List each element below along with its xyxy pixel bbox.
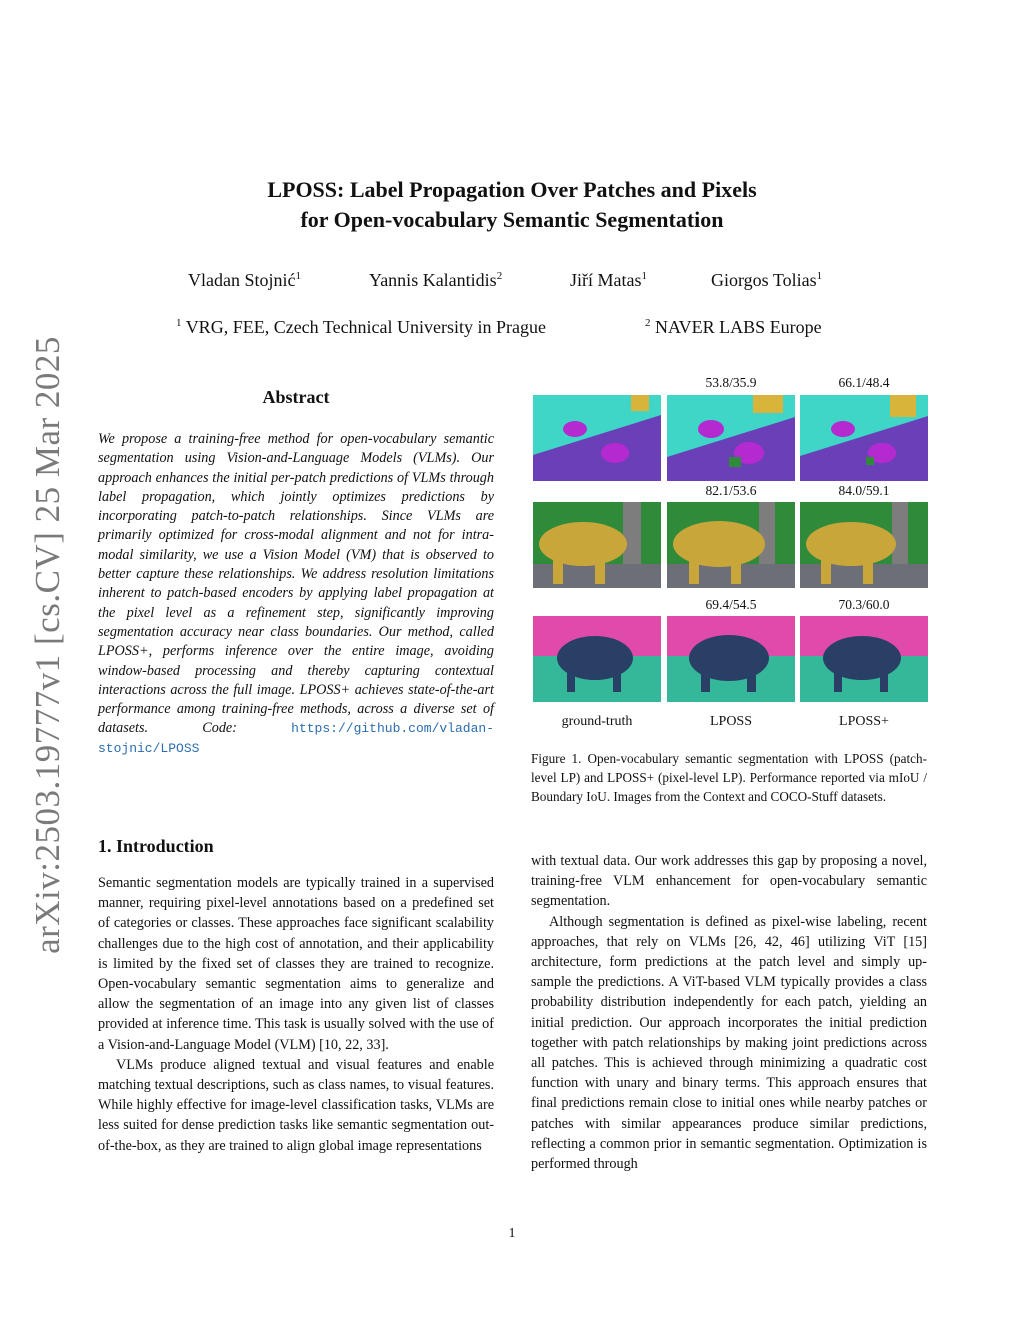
row3-lposs-plus-image (800, 616, 928, 702)
author-name: Vladan Stojnić (188, 270, 296, 290)
code-link[interactable]: https://github.com/vladan-stojnic/LPOSS (98, 721, 494, 756)
author-name: Giorgos Tolias (711, 270, 817, 290)
author-1 (188, 270, 301, 291)
author-name: Yannis Kalantidis (369, 270, 497, 290)
abstract-heading: Abstract (262, 387, 330, 407)
figure-caption: Figure 1. Open-vocabulary semantic segmentation with LPOSS (patch-level LP) and LPOSS+ (pixel-level LP). Performance reported via mIoU / Boundary IoU. Images from the Context and COCO-Stuff datasets. (531, 751, 927, 804)
column-label-lposs-plus: LPOSS+ (839, 714, 889, 729)
row1-ground-truth-image (533, 395, 661, 481)
row1-lposs-score: 53.8/35.9 (705, 375, 757, 390)
row1-lposs-image (667, 395, 795, 481)
column-label-ground-truth: ground-truth (561, 714, 633, 729)
right-column-body (531, 851, 927, 1174)
right-paragraph-1: with textual data. Our work addresses this gap by proposing a novel, training-free VLM enhancement for open-vocabulary semantic segmentation. (531, 853, 927, 910)
author-4 (711, 270, 822, 291)
intro-heading: 1. Introduction (98, 836, 214, 856)
arxiv-stamp: arXiv:2503.19777v1 [cs.CV] 25 Mar 2025 (28, 336, 67, 954)
paper-title (150, 175, 874, 235)
author-3 (570, 270, 647, 291)
title-line-1: LPOSS: Label Propagation Over Patches and Pixels (267, 177, 757, 202)
row2-lposs-plus-image (800, 502, 928, 588)
intro-paragraph-1: Semantic segmentation models are typically trained in a supervised manner, requiring pixel-level annotations based on a predefined set of categories or classes. These approaches face significant scalability challenges due to the high cost of annotation, and their applicability is limited by the fixed set of classes they are trained to recognize. Open-vocabulary semantic segmentation aims to generalize and allow the segmentation of an image into any given list of classes provided at inference time. This task is usually solved with the use of a Vision-and-Language Model (VLM) [10, 22, 33]. (98, 875, 494, 1053)
row1-lposs-plus-image (800, 395, 928, 481)
author-affil-sup: 1 (295, 270, 301, 282)
row2-lposs-plus-score: 84.0/59.1 (838, 483, 890, 498)
row3-lposs-score: 69.4/54.5 (705, 597, 757, 612)
row3-lposs-plus-score: 70.3/60.0 (838, 597, 890, 612)
affiliation-1 (176, 317, 546, 338)
affil-text: NAVER LABS Europe (655, 317, 822, 337)
intro-paragraph-2: VLMs produce aligned textual and visual features and enable matching textual descriptions, such as class names, to visual features. While highly effective for image-level classification tasks, VLMs are less suited for dense prediction tasks like semantic segmentation out-of-the-box, as they are trained to align global image representations (98, 1056, 494, 1154)
row2-ground-truth-image (533, 502, 661, 588)
column-label-lposs: LPOSS (709, 714, 753, 729)
author-affil-sup: 1 (641, 270, 647, 282)
author-name: Jiří Matas (570, 270, 642, 290)
intro-body (98, 873, 494, 1156)
row2-lposs-score: 82.1/53.6 (705, 483, 757, 498)
affil-text: VRG, FEE, Czech Technical University in Prague (185, 317, 547, 337)
page-number: 1 (508, 1226, 516, 1241)
row3-lposs-image (667, 616, 795, 702)
row2-lposs-image (667, 502, 795, 588)
row1-lposs-plus-score: 66.1/48.4 (838, 375, 890, 390)
abstract-text: We propose a training-free method for open-vocabulary semantic segmentation using Vision-and-Language Models (VLMs). Our approach enhances the initial per-patch predictions of VLMs through label propagation, which jointly optimizes predictions by incorporating patch-to-patch relationships. Since VLMs are primarily optimized for cross-modal alignment and not for intra-modal similarity, we use a Vision Model (VM) that is observed to better capture these relationships. We address resolution limitations inherent to patch-based encoders by applying label propagation at the pixel level as a refinement step, significantly improving segmentation accuracy near class boundaries. Our method, called LPOSS+, performs inference over the entire image, avoiding window-based processing and thereby capturing contextual interactions across the full image. LPOSS+ achieves state-of-the-art performance among training-free methods, across a diverse set of datasets. Code: (98, 431, 494, 737)
title-line-2: for Open-vocabulary Semantic Segmentation (300, 207, 724, 232)
author-2 (369, 270, 502, 291)
affil-sup: 1 (176, 317, 182, 329)
row3-ground-truth-image (533, 616, 661, 702)
right-paragraph-2: Although segmentation is defined as pixel-wise labeling, recent approaches, that rely on VLMs [26, 42, 46] utilizing ViT [15] architecture, form predictions at the patch level and simply up-sample the predictions. A ViT-based VLM typically provides a class probability distribution independently for each patch, yielding an initial prediction. Our approach incorporates the initial prediction together with patch relationships by making joint predictions across all patches. This is achieved through minimizing a quadratic cost function with unary and binary terms. This approach ensures that final predictions remain close to initial ones while nearby patches or patches with similar appearances produce similar predictions, reflecting a common prior in semantic segmentation. Optimization is performed through (531, 913, 927, 1173)
author-affil-sup: 2 (496, 270, 503, 282)
affil-sup: 2 (645, 317, 651, 329)
affiliation-2 (645, 317, 822, 338)
abstract-body (98, 430, 494, 758)
author-affil-sup: 1 (816, 270, 823, 282)
